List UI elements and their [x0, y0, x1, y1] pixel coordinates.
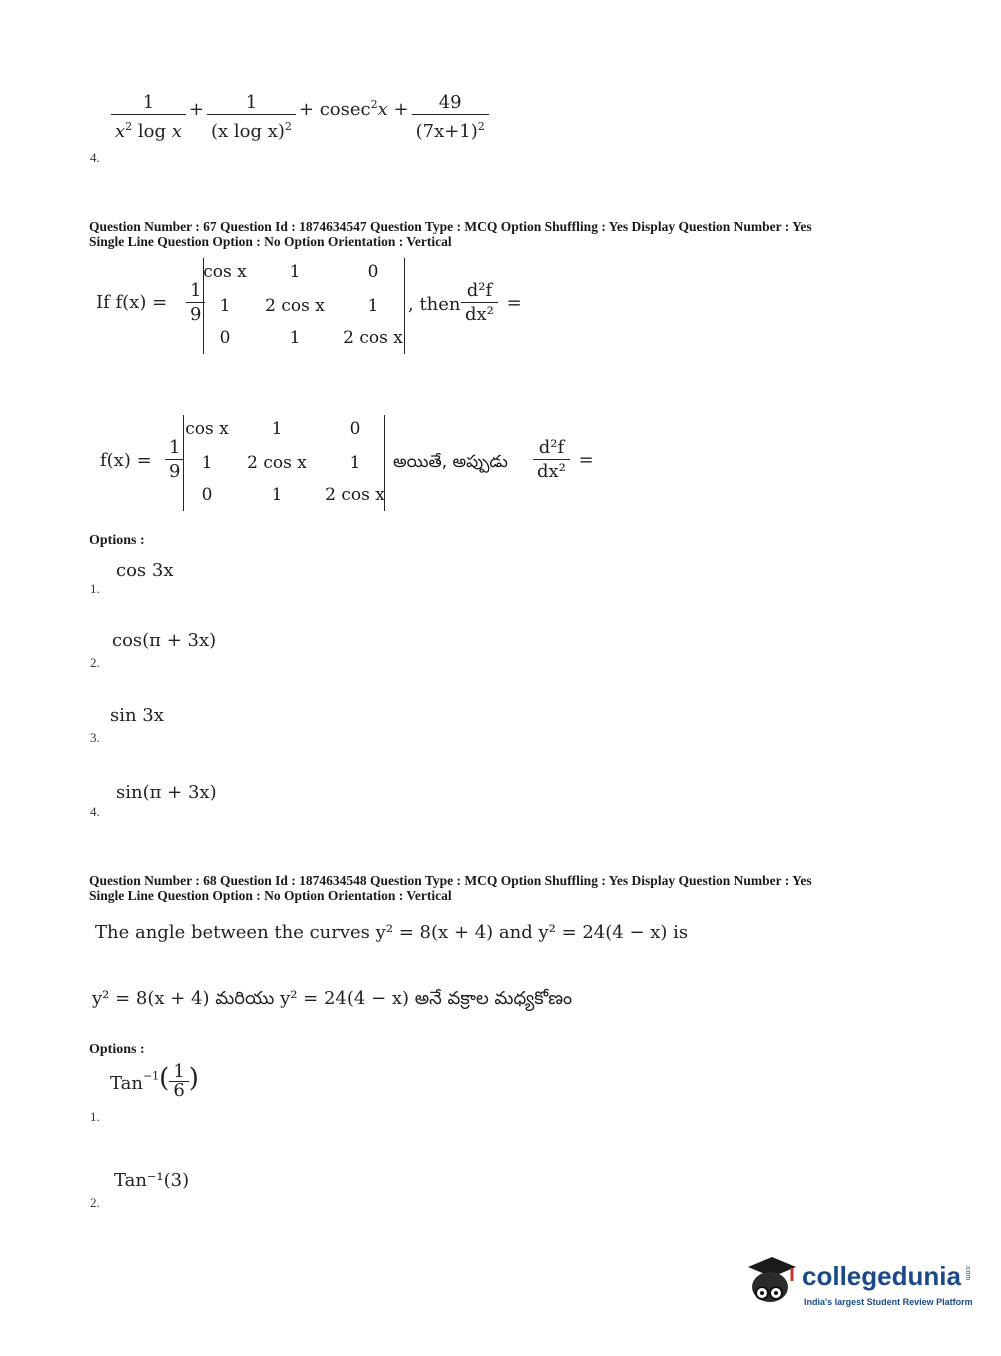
q68-header-line2: Single Line Question Option : No Option Orientation : Vertical — [89, 888, 452, 903]
q67-te-matrix-cell-r1c2: 1 — [271, 419, 283, 439]
q67-en-frac: $\frac{1}{9}$ — [183, 280, 208, 327]
q67-te-matrix-cell-r3c1: 0 — [201, 485, 213, 505]
q66-cosec: + cosec$^2$x + — [298, 98, 409, 120]
brand-logo[interactable] — [742, 1251, 982, 1315]
q67-option4-number: 4. — [90, 804, 100, 819]
q67-option4-text: sin(π + 3x) — [116, 782, 217, 803]
q67-te-matrix-cell-r3c2: 1 — [271, 485, 283, 505]
q67-te-matrix-cell-r1c1: cos x — [185, 419, 229, 439]
q67-en-matrix-cell-r2c1: 1 — [219, 296, 231, 316]
brand-suffix: .com — [964, 1265, 971, 1281]
q67-te-matrix-cell-r2c2: 2 cos x — [247, 453, 307, 473]
q67-en-matrix-cell-r2c2: 2 cos x — [265, 296, 325, 316]
q67-te-matrix-cell-r3c3: 2 cos x — [325, 485, 385, 505]
q67-option2-text: cos(π + 3x) — [112, 630, 217, 651]
q68-options-label: Options : — [89, 1042, 145, 1057]
q67-te-frac: $\frac{1}{9}$ — [162, 437, 187, 484]
q66-option4-number: 4. — [90, 150, 100, 165]
q68-option1-number: 1. — [90, 1109, 100, 1124]
q67-te-matrix-cell-r2c1: 1 — [201, 453, 213, 473]
q68-te-text: y² = 8(x + 4) మరియు y² = 24(4 − x) అనే వక్రాల మధ్యకోణం — [92, 988, 573, 1009]
q67-en-matrix-cell-r1c2: 1 — [289, 262, 301, 282]
q67-en-matrix-cell-r1c1: cos x — [203, 262, 247, 282]
q66-term2: $\frac{1}{(x \log x)^2}$ — [207, 92, 296, 144]
q67-en-prefix: If f(x) = — [96, 292, 168, 313]
q68-option2-number: 2. — [90, 1195, 100, 1210]
q67-header-line1: Question Number : 67 Question Id : 1874634547 Question Type : MCQ Option Shuffling : Yes Display Question Number : Yes — [89, 219, 812, 234]
q67-te-derivative: $\frac{\text{d²f}}{\text{dx²}}$ = — [530, 437, 594, 484]
q68-en-text: The angle between the curves y² = 8(x + 4) and y² = 24(4 − x) is — [95, 922, 689, 943]
q67-options-label: Options : — [89, 533, 145, 548]
q68-header-line1: Question Number : 68 Question Id : 1874634548 Question Type : MCQ Option Shuffling : Yes Display Question Number : Yes — [89, 873, 812, 888]
q67-option3-number: 3. — [90, 730, 100, 745]
q67-en-derivative: $\frac{\text{d²f}}{\text{dx²}}$ = — [458, 280, 522, 327]
q67-en-matrix-cell-r3c3: 2 cos x — [343, 328, 403, 348]
q68-option2-text: Tan⁻¹(3) — [114, 1170, 190, 1191]
q67-header-line2: Single Line Question Option : No Option Orientation : Vertical — [89, 234, 452, 249]
q66-term4: $\frac{49}{(7x+1)^2}$ — [412, 92, 489, 144]
q67-en-suffix: , then — [408, 294, 461, 315]
mascot-icon — [742, 1253, 800, 1311]
q67-option1-text: cos 3x — [116, 560, 174, 581]
q67-te-prefix: f(x) = — [100, 450, 152, 471]
q68-option1-text: Tan$^{-1}$( $\frac{1}{6}$ ) — [110, 1061, 199, 1101]
q67-option1-number: 1. — [90, 581, 100, 596]
q67-te-matrix-cell-r1c3: 0 — [349, 419, 361, 439]
brand-tagline: India's largest Student Review Platform — [804, 1297, 973, 1307]
q67-en-matrix-cell-r3c1: 0 — [219, 328, 231, 348]
q67-option2-number: 2. — [90, 655, 100, 670]
q67-en-matrix-cell-r1c3: 0 — [367, 262, 379, 282]
q66-term1: $\frac{1}{x^2 \log x}$ — [111, 92, 186, 144]
q67-te-suffix: అయితే, అప్పుడు — [393, 452, 508, 472]
q66-option4-expression: $\frac{1}{x^2 \log x}$ + $\frac{1}{(x \log x)^2}$ + cosec$^2$x + $\frac{49}{(7x+1)^2}$ — [108, 92, 492, 144]
brand-name: collegedunia — [802, 1261, 961, 1291]
q67-te-matrix-cell-r2c3: 1 — [349, 453, 361, 473]
q67-option3-text: sin 3x — [110, 705, 164, 726]
q67-en-matrix-cell-r3c2: 1 — [289, 328, 301, 348]
q67-en-matrix-cell-r2c3: 1 — [367, 296, 379, 316]
